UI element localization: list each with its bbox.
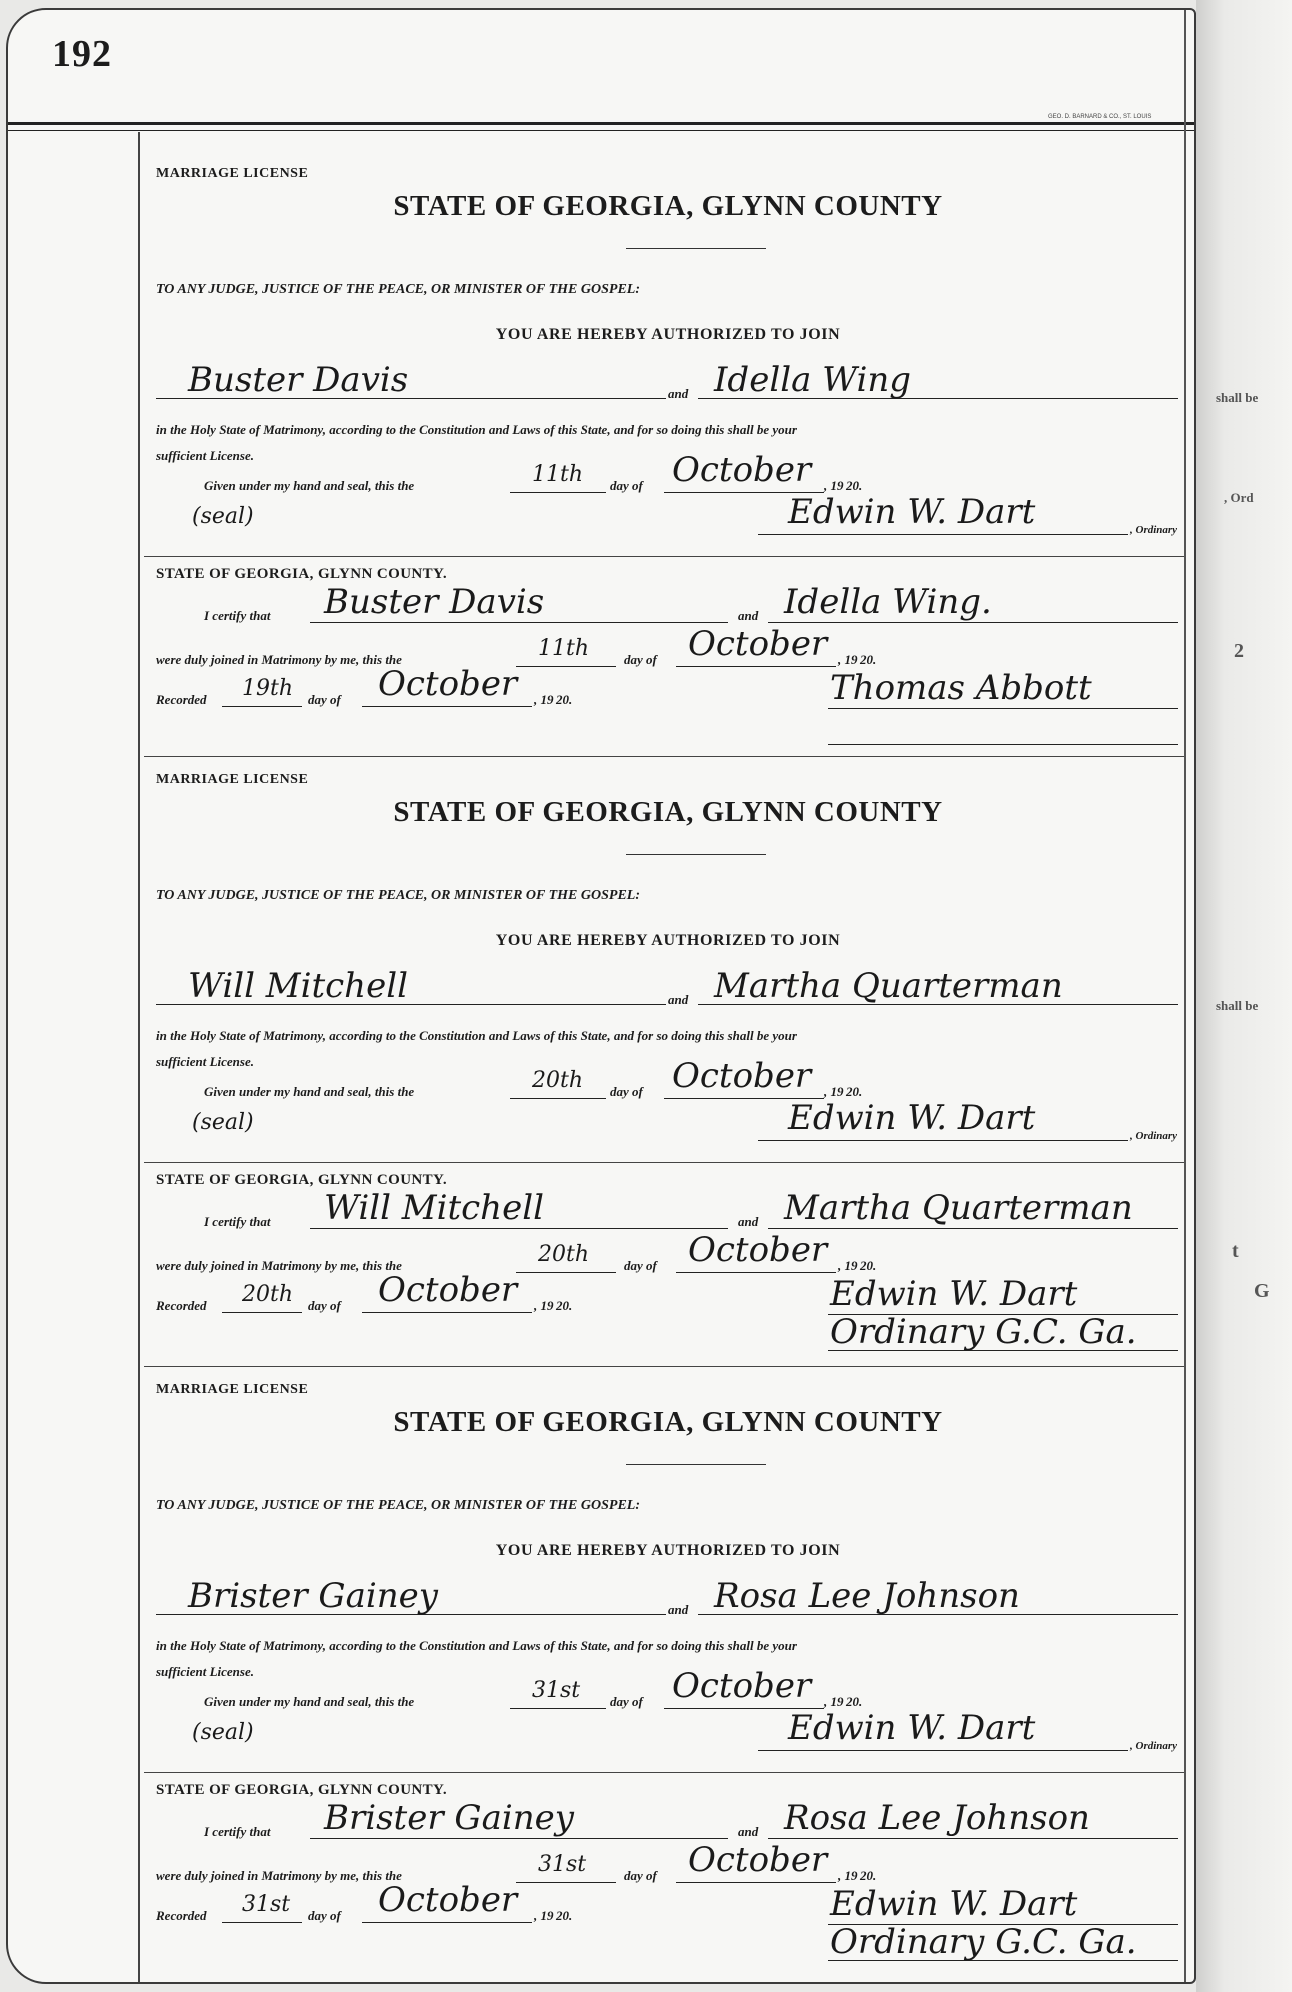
license-year: 20. — [846, 1084, 863, 1099]
duly-joined-line: were duly joined in Matrimony by me, this the — [156, 652, 402, 667]
margin-rule — [138, 132, 140, 1982]
cert-bride-line — [768, 1228, 1178, 1229]
cert-groom: Buster Davis — [324, 582, 545, 622]
recorded-month-line — [362, 1312, 532, 1313]
recorded-day-line — [222, 1312, 302, 1313]
bride-name: Idella Wing — [714, 360, 912, 400]
groom-name: Buster Davis — [188, 360, 409, 400]
sufficient-line: sufficient License. — [156, 1664, 254, 1679]
license-month: October — [672, 450, 812, 490]
recorded-month-line — [362, 1922, 532, 1923]
holy-state-line: in the Holy State of Matrimony, according to the Constitution and Laws of this State, and for so doing this shall be your — [156, 1638, 797, 1653]
and-word: and — [738, 1214, 759, 1229]
joined-day: 20th — [538, 1242, 590, 1267]
recorded-month: October — [378, 1270, 518, 1310]
joined-day-line — [516, 1272, 616, 1273]
day-of-label: day of — [610, 478, 643, 493]
section-divider — [144, 1772, 1184, 1773]
day-of-label: day of — [610, 1084, 643, 1099]
cert-bride: Idella Wing. — [784, 582, 992, 622]
recorded-month-line — [362, 706, 532, 707]
year-prefix: , 19 — [824, 1084, 844, 1099]
seal-mark: (seal) — [192, 1720, 254, 1745]
cert-bride: Martha Quarterman — [784, 1188, 1133, 1228]
printer-mark: GEO. D. BARNARD & CO., ST. LOUIS — [1048, 114, 1152, 120]
certify-label: I certify that — [204, 608, 271, 623]
adjacent-fragment: shall be — [1216, 390, 1259, 405]
adjacent-fragment: G — [1254, 1280, 1270, 1302]
joined-month: October — [688, 1230, 828, 1270]
given-under-line: Given under my hand and seal, this the — [204, 478, 415, 493]
license-heading: MARRIAGE LICENSE — [156, 772, 309, 787]
joined-year: 20. — [860, 1258, 877, 1273]
duly-joined-line: were duly joined in Matrimony by me, this the — [156, 1868, 402, 1883]
page-number: 192 — [52, 33, 112, 75]
day-of-label: day of — [624, 652, 657, 667]
seal-mark: (seal) — [192, 504, 254, 529]
joined-month-line — [676, 666, 836, 667]
title-rule — [626, 248, 766, 249]
officiant-title: Ordinary G.C. Ga. — [830, 1312, 1137, 1352]
given-under-line: Given under my hand and seal, this the — [204, 1694, 415, 1709]
officiant-line — [828, 708, 1178, 709]
to-line: TO ANY JUDGE, JUSTICE OF THE PEACE, OR MINISTER OF THE GOSPEL: — [156, 1498, 640, 1513]
record-divider — [144, 1366, 1184, 1367]
day-of-label: day of — [624, 1258, 657, 1273]
license-year: 20. — [846, 1694, 863, 1709]
recorded-day: 19th — [242, 676, 294, 701]
cert-groom-line — [310, 1228, 728, 1229]
license-heading: MARRIAGE LICENSE — [156, 1382, 309, 1397]
ordinary-signature: Edwin W. Dart — [788, 492, 1036, 532]
cert-bride-line — [768, 1838, 1178, 1839]
sufficient-line: sufficient License. — [156, 448, 254, 463]
year-prefix: , 19 — [534, 692, 554, 707]
authorized-line: YOU ARE HEREBY AUTHORIZED TO JOIN — [495, 1542, 841, 1559]
officiant-signature: Thomas Abbott — [830, 668, 1092, 708]
license-year: 20. — [846, 478, 863, 493]
cert-bride-line — [768, 622, 1178, 623]
joined-month-line — [676, 1272, 836, 1273]
groom-name: Brister Gainey — [188, 1576, 438, 1616]
title-rule — [626, 1464, 766, 1465]
license-heading: MARRIAGE LICENSE — [156, 166, 309, 181]
cert-state: STATE OF GEORGIA, GLYNN COUNTY. — [156, 1172, 448, 1188]
recorded-day-line — [222, 1922, 302, 1923]
ordinary-label: , Ordinary — [1130, 524, 1178, 536]
recorded-label: Recorded — [156, 1908, 207, 1923]
joined-year: 20. — [860, 1868, 877, 1883]
section-divider — [144, 556, 1184, 557]
year-prefix: , 19 — [838, 652, 858, 667]
and-word: and — [738, 1824, 759, 1839]
groom-name: Will Mitchell — [188, 966, 408, 1006]
year-prefix: , 19 — [824, 478, 844, 493]
joined-day: 31st — [538, 1852, 587, 1877]
register-page — [6, 8, 1196, 1984]
cert-groom-line — [310, 1838, 728, 1839]
recorded-day: 31st — [242, 1892, 291, 1917]
day-fill-line — [510, 492, 606, 493]
year-prefix: , 19 — [824, 1694, 844, 1709]
cert-groom-line — [310, 622, 728, 623]
cert-state: STATE OF GEORGIA, GLYNN COUNTY. — [156, 566, 448, 582]
to-line: TO ANY JUDGE, JUSTICE OF THE PEACE, OR MINISTER OF THE GOSPEL: — [156, 888, 640, 903]
and-word: and — [738, 608, 759, 623]
day-fill-line — [510, 1098, 606, 1099]
joined-month-line — [676, 1882, 836, 1883]
cert-state: STATE OF GEORGIA, GLYNN COUNTY. — [156, 1782, 448, 1798]
joined-day-line — [516, 1882, 616, 1883]
day-of-label: day of — [610, 1694, 643, 1709]
day-fill-line — [510, 1708, 606, 1709]
license-month: October — [672, 1056, 812, 1096]
bride-name: Martha Quarterman — [714, 966, 1063, 1006]
joined-day: 11th — [538, 636, 590, 661]
year-prefix: , 19 — [534, 1908, 554, 1923]
year-prefix: , 19 — [534, 1298, 554, 1313]
recorded-year: 20. — [556, 1908, 573, 1923]
ordinary-sig-line — [758, 1140, 1128, 1141]
ordinary-sig-line — [758, 534, 1128, 535]
state-title: STATE OF GEORGIA, GLYNN COUNTY — [393, 190, 943, 222]
license-day: 31st — [532, 1678, 581, 1703]
day-of-label: day of — [308, 692, 341, 707]
and-word: and — [668, 386, 689, 401]
bride-name: Rosa Lee Johnson — [714, 1576, 1020, 1616]
seal-mark: (seal) — [192, 1110, 254, 1135]
recorded-month: October — [378, 1880, 518, 1920]
right-margin-rule — [1184, 10, 1186, 1984]
adjacent-fragment: 2 — [1234, 640, 1244, 662]
recorded-day: 20th — [242, 1282, 294, 1307]
adjacent-fragment: t — [1232, 1240, 1239, 1262]
adjacent-page-edge — [1196, 0, 1292, 1992]
joined-day-line — [516, 666, 616, 667]
holy-state-line: in the Holy State of Matrimony, according to the Constitution and Laws of this State, and for so doing this shall be your — [156, 1028, 797, 1043]
record-divider — [144, 756, 1184, 757]
and-word: and — [668, 1602, 689, 1617]
day-of-label: day of — [308, 1298, 341, 1313]
ordinary-label: , Ordinary — [1130, 1740, 1178, 1752]
adjacent-fragment: , Ord — [1224, 490, 1254, 505]
ordinary-signature: Edwin W. Dart — [788, 1708, 1036, 1748]
holy-state-line: in the Holy State of Matrimony, according to the Constitution and Laws of this State, and for so doing this shall be your — [156, 422, 797, 437]
authorized-line: YOU ARE HEREBY AUTHORIZED TO JOIN — [495, 326, 841, 343]
joined-year: 20. — [860, 652, 877, 667]
officiant-title: Ordinary G.C. Ga. — [830, 1922, 1137, 1962]
title-rule — [626, 854, 766, 855]
ordinary-sig-line — [758, 1750, 1128, 1751]
state-title: STATE OF GEORGIA, GLYNN COUNTY — [393, 1406, 943, 1438]
recorded-month: October — [378, 664, 518, 704]
given-under-line: Given under my hand and seal, this the — [204, 1084, 415, 1099]
officiant-signature: Edwin W. Dart — [830, 1274, 1078, 1314]
day-of-label: day of — [308, 1908, 341, 1923]
top-rule-thin — [8, 130, 1194, 131]
sufficient-line: sufficient License. — [156, 1054, 254, 1069]
duly-joined-line: were duly joined in Matrimony by me, this the — [156, 1258, 402, 1273]
officiant-signature: Edwin W. Dart — [830, 1884, 1078, 1924]
year-prefix: , 19 — [838, 1258, 858, 1273]
cert-groom: Will Mitchell — [324, 1188, 544, 1228]
certify-label: I certify that — [204, 1824, 271, 1839]
cert-bride: Rosa Lee Johnson — [784, 1798, 1090, 1838]
license-day: 20th — [532, 1068, 584, 1093]
top-rule — [8, 122, 1194, 125]
recorded-label: Recorded — [156, 692, 207, 707]
day-of-label: day of — [624, 1868, 657, 1883]
license-month: October — [672, 1666, 812, 1706]
state-title: STATE OF GEORGIA, GLYNN COUNTY — [393, 796, 943, 828]
recorded-day-line — [222, 706, 302, 707]
cert-groom: Brister Gainey — [324, 1798, 574, 1838]
officiant-title-line — [828, 744, 1178, 745]
license-day: 11th — [532, 462, 584, 487]
authorized-line: YOU ARE HEREBY AUTHORIZED TO JOIN — [495, 932, 841, 949]
joined-month: October — [688, 624, 828, 664]
joined-month: October — [688, 1840, 828, 1880]
section-divider — [144, 1162, 1184, 1163]
ordinary-signature: Edwin W. Dart — [788, 1098, 1036, 1138]
ordinary-label: , Ordinary — [1130, 1130, 1178, 1142]
recorded-year: 20. — [556, 692, 573, 707]
recorded-label: Recorded — [156, 1298, 207, 1313]
year-prefix: , 19 — [838, 1868, 858, 1883]
to-line: TO ANY JUDGE, JUSTICE OF THE PEACE, OR MINISTER OF THE GOSPEL: — [156, 282, 640, 297]
recorded-year: 20. — [556, 1298, 573, 1313]
certify-label: I certify that — [204, 1214, 271, 1229]
adjacent-fragment: shall be — [1216, 998, 1259, 1013]
and-word: and — [668, 992, 689, 1007]
